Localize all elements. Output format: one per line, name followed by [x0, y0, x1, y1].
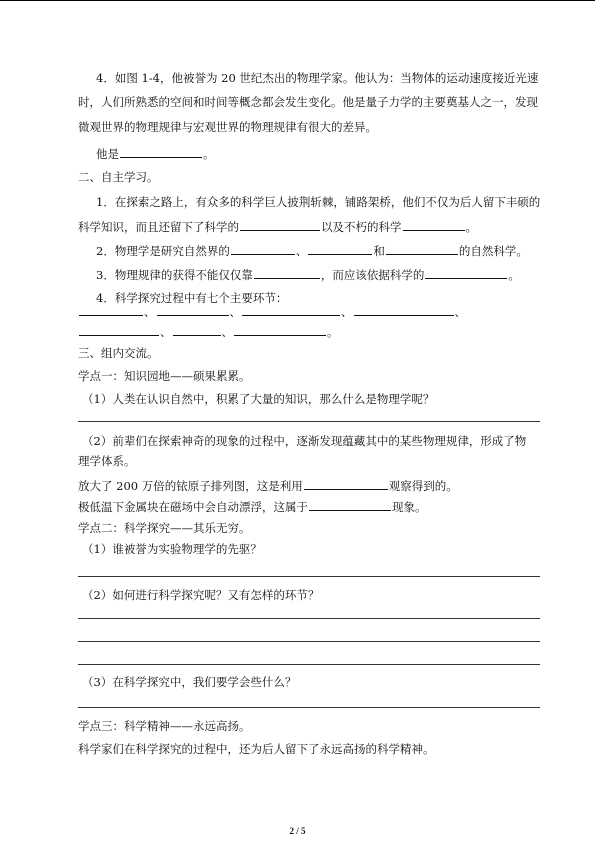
step-blank-1[interactable] [79, 304, 143, 316]
section3-heading: 三、组内交流。 [78, 346, 159, 360]
s2-item2-sep: 、 [295, 244, 308, 258]
s2-item3-text-c: 。 [508, 268, 520, 282]
s2-item2-blank2[interactable] [308, 243, 372, 255]
s2-item2 [96, 243, 528, 258]
step-blank-4[interactable] [354, 304, 454, 316]
step-sep: 、 [160, 325, 172, 339]
p2-q2: （2）如何进行科学探究呢？又有怎样的环节？ [82, 588, 320, 602]
p1-q2-line2: 理学体系。 [78, 454, 136, 468]
s2-item4: 4．科学探究过程中有七个主要环节： [96, 291, 288, 305]
p3-text: 科学家们在科学探究的过程中，还为后人留下了永远高扬的科学精神。 [78, 742, 435, 756]
step-sep: 、 [221, 325, 233, 339]
p1-q1-answer-line[interactable] [78, 421, 540, 422]
step-blank-2[interactable] [157, 304, 229, 316]
q4-answer-blank[interactable] [120, 146, 202, 158]
p1-q1: （1）人类在认识自然中，积累了大量的知识，那么什么是物理学呢？ [82, 392, 435, 406]
p2-q2-answer-line-1[interactable] [78, 618, 540, 619]
s2-item3-blank1[interactable] [254, 267, 320, 279]
p1-fill2 [78, 499, 427, 514]
p1-fill1-text-a: 放大了 200 万倍的铱原子排列图，这是利用 [78, 479, 303, 493]
s2-item1-line1: 1．在探索之路上，有众多的科学巨人披荆斩棘，铺路架桥，他们不仅为后人留下丰硕的 [96, 195, 541, 209]
s2-item3-text-b: ，而应该依据科学的 [320, 268, 425, 282]
q4-answer-line [96, 146, 215, 161]
step-sep: 、 [454, 305, 466, 319]
p1-q2-line1: （2）前辈们在探索神奇的现象的过程中，逐渐发现蕴藏其中的某些物理规律，形成了物 [82, 434, 527, 448]
step-sep: 、 [341, 305, 353, 319]
p1-fill1 [78, 478, 458, 493]
s2-item2-blank3[interactable] [386, 243, 458, 255]
p1-fill2-blank[interactable] [309, 499, 391, 511]
step-blank-6[interactable] [173, 324, 221, 336]
s2-item3-text-a: 3．物理规律的获得不能仅仅靠 [96, 268, 253, 282]
s2-item2-blank1[interactable] [231, 243, 295, 255]
s2-item1-text-c: 。 [465, 220, 477, 234]
p1-fill1-blank[interactable] [304, 478, 388, 490]
point3-title: 学点三：科学精神——永远高扬。 [78, 719, 251, 733]
q4-line3: 微观世界的物理规律与宏观世界的物理规律有很大的差异。 [78, 120, 377, 134]
p2-q3: （3）在科学探究中，我们要学会些什么？ [82, 675, 297, 689]
step-blank-3[interactable] [242, 304, 340, 316]
q4-answer-prefix: 他是 [96, 147, 119, 161]
s2-item1-blank2[interactable] [403, 219, 465, 231]
p2-q2-answer-line-3[interactable] [78, 664, 540, 665]
s2-item3 [96, 267, 520, 282]
q4-answer-suffix: 。 [203, 147, 215, 161]
s2-item1-text-b: 以及不朽的科学 [321, 220, 402, 234]
p1-fill2-text-b: 现象。 [392, 500, 427, 514]
s2-item1-line2 [78, 219, 477, 234]
p1-fill1-text-b: 观察得到的。 [388, 479, 458, 493]
q4-line1: 4．如图 1-4，他被誉为 20 世纪杰出的物理学家。他认为：当物体的运动速度接近光速 [96, 71, 539, 85]
section2-heading: 二、自主学习。 [78, 170, 159, 184]
step-end: 。 [327, 325, 339, 339]
s2-item3-blank2[interactable] [425, 267, 507, 279]
p2-q3-answer-line[interactable] [78, 707, 540, 708]
p2-q2-answer-line-2[interactable] [78, 641, 540, 642]
header-rule [0, 0, 595, 1]
step-blank-7[interactable] [234, 324, 326, 336]
s2-item1-blank1[interactable] [240, 219, 320, 231]
q4-line2: 时，人们所熟悉的空间和时间等概念都会发生变化。他是量子力学的主要奠基人之一，发现 [78, 95, 538, 109]
s2-item2-text-a: 2．物理学是研究自然界的 [96, 244, 230, 258]
step-blank-5[interactable] [79, 324, 159, 336]
s2-item2-and: 和 [373, 244, 385, 258]
p1-fill2-text-a: 极低温下金属块在磁场中会自动漂浮，这属于 [78, 500, 308, 514]
s2-item4-blanks-row1 [78, 304, 466, 319]
point1-title: 学点一：知识园地——硕果累累。 [78, 369, 251, 383]
step-sep: 、 [229, 305, 241, 319]
s2-item2-end: 的自然科学。 [458, 244, 528, 258]
s2-item1-text-a: 科学知识，而且还留下了科学的 [78, 220, 239, 234]
point2-title: 学点二：科学探究——其乐无穷。 [78, 521, 251, 535]
p2-q1: （1）谁被誉为实验物理学的先驱？ [82, 542, 262, 556]
p2-q1-answer-line[interactable] [78, 576, 540, 577]
page-number: 2 / 5 [289, 826, 306, 836]
s2-item4-blanks-row2 [78, 324, 339, 339]
step-sep: 、 [144, 305, 156, 319]
